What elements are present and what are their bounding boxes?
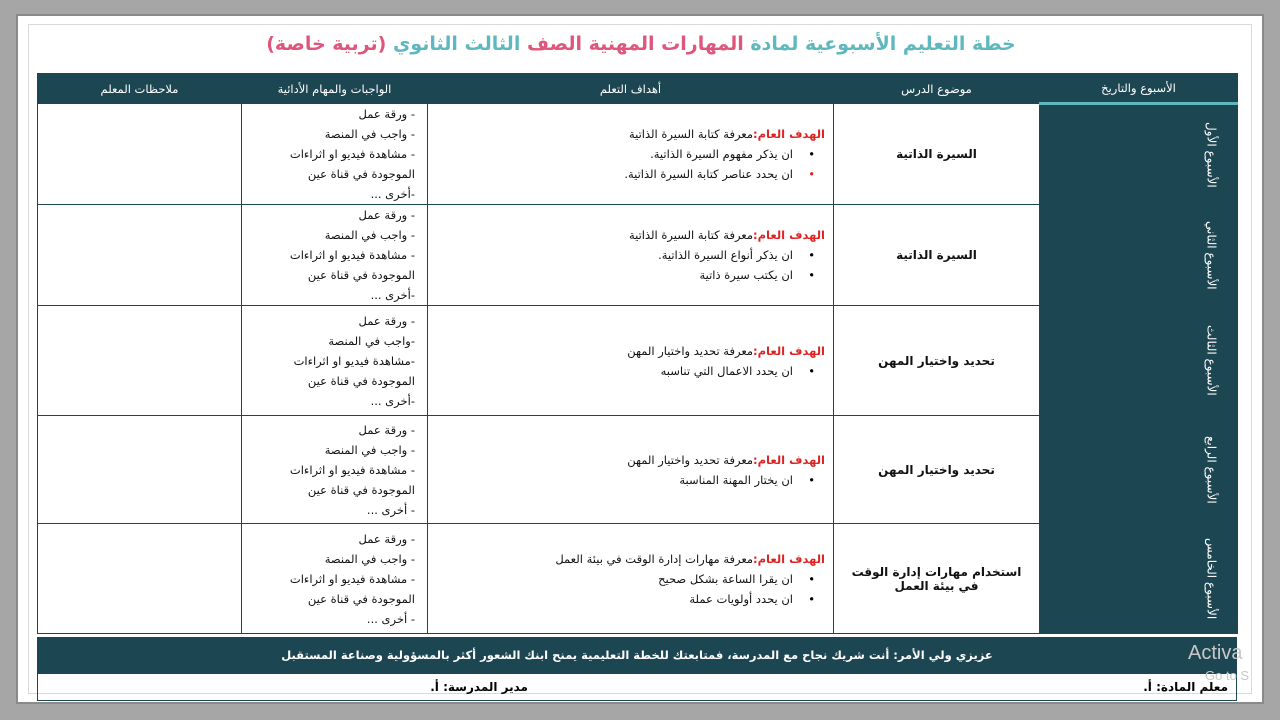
objectives-list [440,245,825,285]
week-label: الأسبوع الأول [1204,121,1219,188]
page-title [29,29,1253,59]
week-label: الأسبوع الثاني [1204,220,1219,290]
objectives-list [440,470,825,490]
title-part-1: خطة التعليم الأسبوعية لمادة [750,33,1016,55]
lesson-topic: تحديد واختيار المهن [834,416,1040,524]
general-goal [440,124,825,144]
week-label-cell [1186,104,1238,205]
parent-message: عزيزي ولي الأمر: أنت شريك نجاح مع المدرسة، فمتابعتك للخطة التعليمية يمنح ابنك الشعور أكثر بالمسؤولية وصناعة المستقبل [37,637,1237,673]
objective-item: • ان يحدد الاعمال التي تناسبه [440,361,805,381]
task-item: الموجودة في قناة عين [307,591,415,606]
teacher-notes-cell[interactable] [38,306,242,416]
header-notes: ملاحظات المعلم [38,74,242,104]
teacher-notes-cell[interactable] [38,524,242,634]
signature-row [37,673,1237,701]
objective-item: • ان يحدد عناصر كتابة السيرة الذاتية. [440,164,805,184]
week-label: الأسبوع الرابع [1204,435,1219,504]
learning-goals [428,524,834,634]
task-item: الموجودة في قناة عين [307,268,415,282]
task-item: -أخرى ... [370,393,415,408]
lesson-topic: تحديد واختيار المهن [834,306,1040,416]
learning-goals [428,416,834,524]
teacher-notes-cell[interactable] [38,205,242,306]
header-week-date: الأسبوع والتاريخ [1040,74,1238,104]
learning-goals [428,104,834,205]
general-goal-text: معرفة كتابة السيرة الذاتية [628,127,754,141]
title-part-2: المهارات المهنية الصف [526,33,744,55]
header-tasks: الواجبات والمهام الأدائية [242,74,428,104]
task-item: -أخرى ... [370,288,415,302]
lesson-topic: السيرة الذاتية [834,104,1040,205]
date-cell[interactable] [1040,104,1186,634]
task-item: - ورقة عمل [358,208,415,222]
objectives-list [440,569,825,609]
objective-item: • ان يذكر أنواع السيرة الذاتية. [440,245,805,265]
table-header-row [38,74,1238,104]
objectives-list [440,144,825,184]
task-item: - مشاهدة فيديو او اثراءات [289,571,415,586]
general-goal-label: الهدف العام: [753,228,825,242]
general-goal-text: معرفة تحديد واختيار المهن [627,452,754,467]
task-item: - أخرى ... [366,502,415,517]
general-goal-label: الهدف العام: [753,343,825,358]
task-item: - واجب في المنصة [324,127,415,141]
task-item: - أخرى ... [366,611,415,626]
header-goals: أهداف التعلم [428,74,834,104]
week-label-cell [1186,416,1238,524]
tasks-cell [242,416,428,524]
tasks-cell [242,306,428,416]
learning-goals [428,205,834,306]
general-goal-text: معرفة كتابة السيرة الذاتية [628,228,754,242]
week-label: الأسبوع الخامس [1204,537,1219,620]
task-item: - واجب في المنصة [324,442,415,457]
general-goal [440,549,825,569]
objective-item: • ان يحدد أولويات عملة [440,589,805,609]
table-row [38,104,1238,205]
general-goal [440,225,825,245]
principal-signature: مدير المدرسة: أ. [430,680,528,694]
teacher-signature: معلم المادة: أ. [1143,680,1228,694]
task-item: -أخرى ... [370,187,415,201]
objective-item: • ان يختار المهنة المناسبة [440,470,805,490]
task-item: -مشاهدة فيديو او اثراءات [293,353,415,368]
task-item: الموجودة في قناة عين [307,167,415,181]
objectives-list [440,361,825,381]
week-label-cell [1186,205,1238,306]
week-label: الأسبوع الثالث [1204,325,1219,396]
task-item: - ورقة عمل [358,531,415,546]
objective-item: • ان يكتب سيرة ذاتية [440,265,805,285]
general-goal-label: الهدف العام: [753,452,825,467]
lesson-topic: استخدام مهارات إدارة الوقت في بيئة العمل [834,524,1040,634]
general-goal-text: معرفة تحديد واختيار المهن [627,343,754,358]
task-item: - ورقة عمل [358,422,415,437]
weekly-plan-table [37,73,1238,634]
task-item: الموجودة في قناة عين [307,373,415,388]
teacher-notes-cell[interactable] [38,104,242,205]
document-area [28,24,1252,694]
objective-item: • ان يذكر مفهوم السيرة الذاتية. [440,144,805,164]
teacher-notes-cell[interactable] [38,416,242,524]
task-item: - ورقة عمل [358,313,415,328]
general-goal-label: الهدف العام: [753,127,825,141]
task-item: - واجب في المنصة [324,228,415,242]
task-item: - مشاهدة فيديو او اثراءات [289,147,415,161]
tasks-cell [242,205,428,306]
general-goal [440,341,825,361]
general-goal-text: معرفة مهارات إدارة الوقت في بيئة العمل [555,551,754,566]
week-label-cell [1186,306,1238,416]
title-part-3: الثالث الثانوي [392,33,521,55]
header-topic: موضوع الدرس [834,74,1040,104]
page-frame [16,14,1264,704]
tasks-cell [242,524,428,634]
objective-item: • ان يقرا الساعة بشكل صحيح [440,569,805,589]
activation-watermark-sub: Go to S [1205,668,1250,683]
task-item: - ورقة عمل [358,107,415,121]
lesson-topic: السيرة الذاتية [834,205,1040,306]
task-item: - واجب في المنصة [324,551,415,566]
tasks-cell [242,104,428,205]
task-item: - مشاهدة فيديو او اثراءات [289,248,415,262]
activation-watermark: Activa [1188,642,1243,664]
week-label-cell [1186,524,1238,634]
task-item: الموجودة في قناة عين [307,482,415,497]
learning-goals [428,306,834,416]
title-part-4: (تربية خاصة) [266,33,387,55]
task-item: - مشاهدة فيديو او اثراءات [289,462,415,477]
task-item: -واجب في المنصة [328,333,415,348]
general-goal-label: الهدف العام: [753,551,825,566]
general-goal [440,450,825,470]
